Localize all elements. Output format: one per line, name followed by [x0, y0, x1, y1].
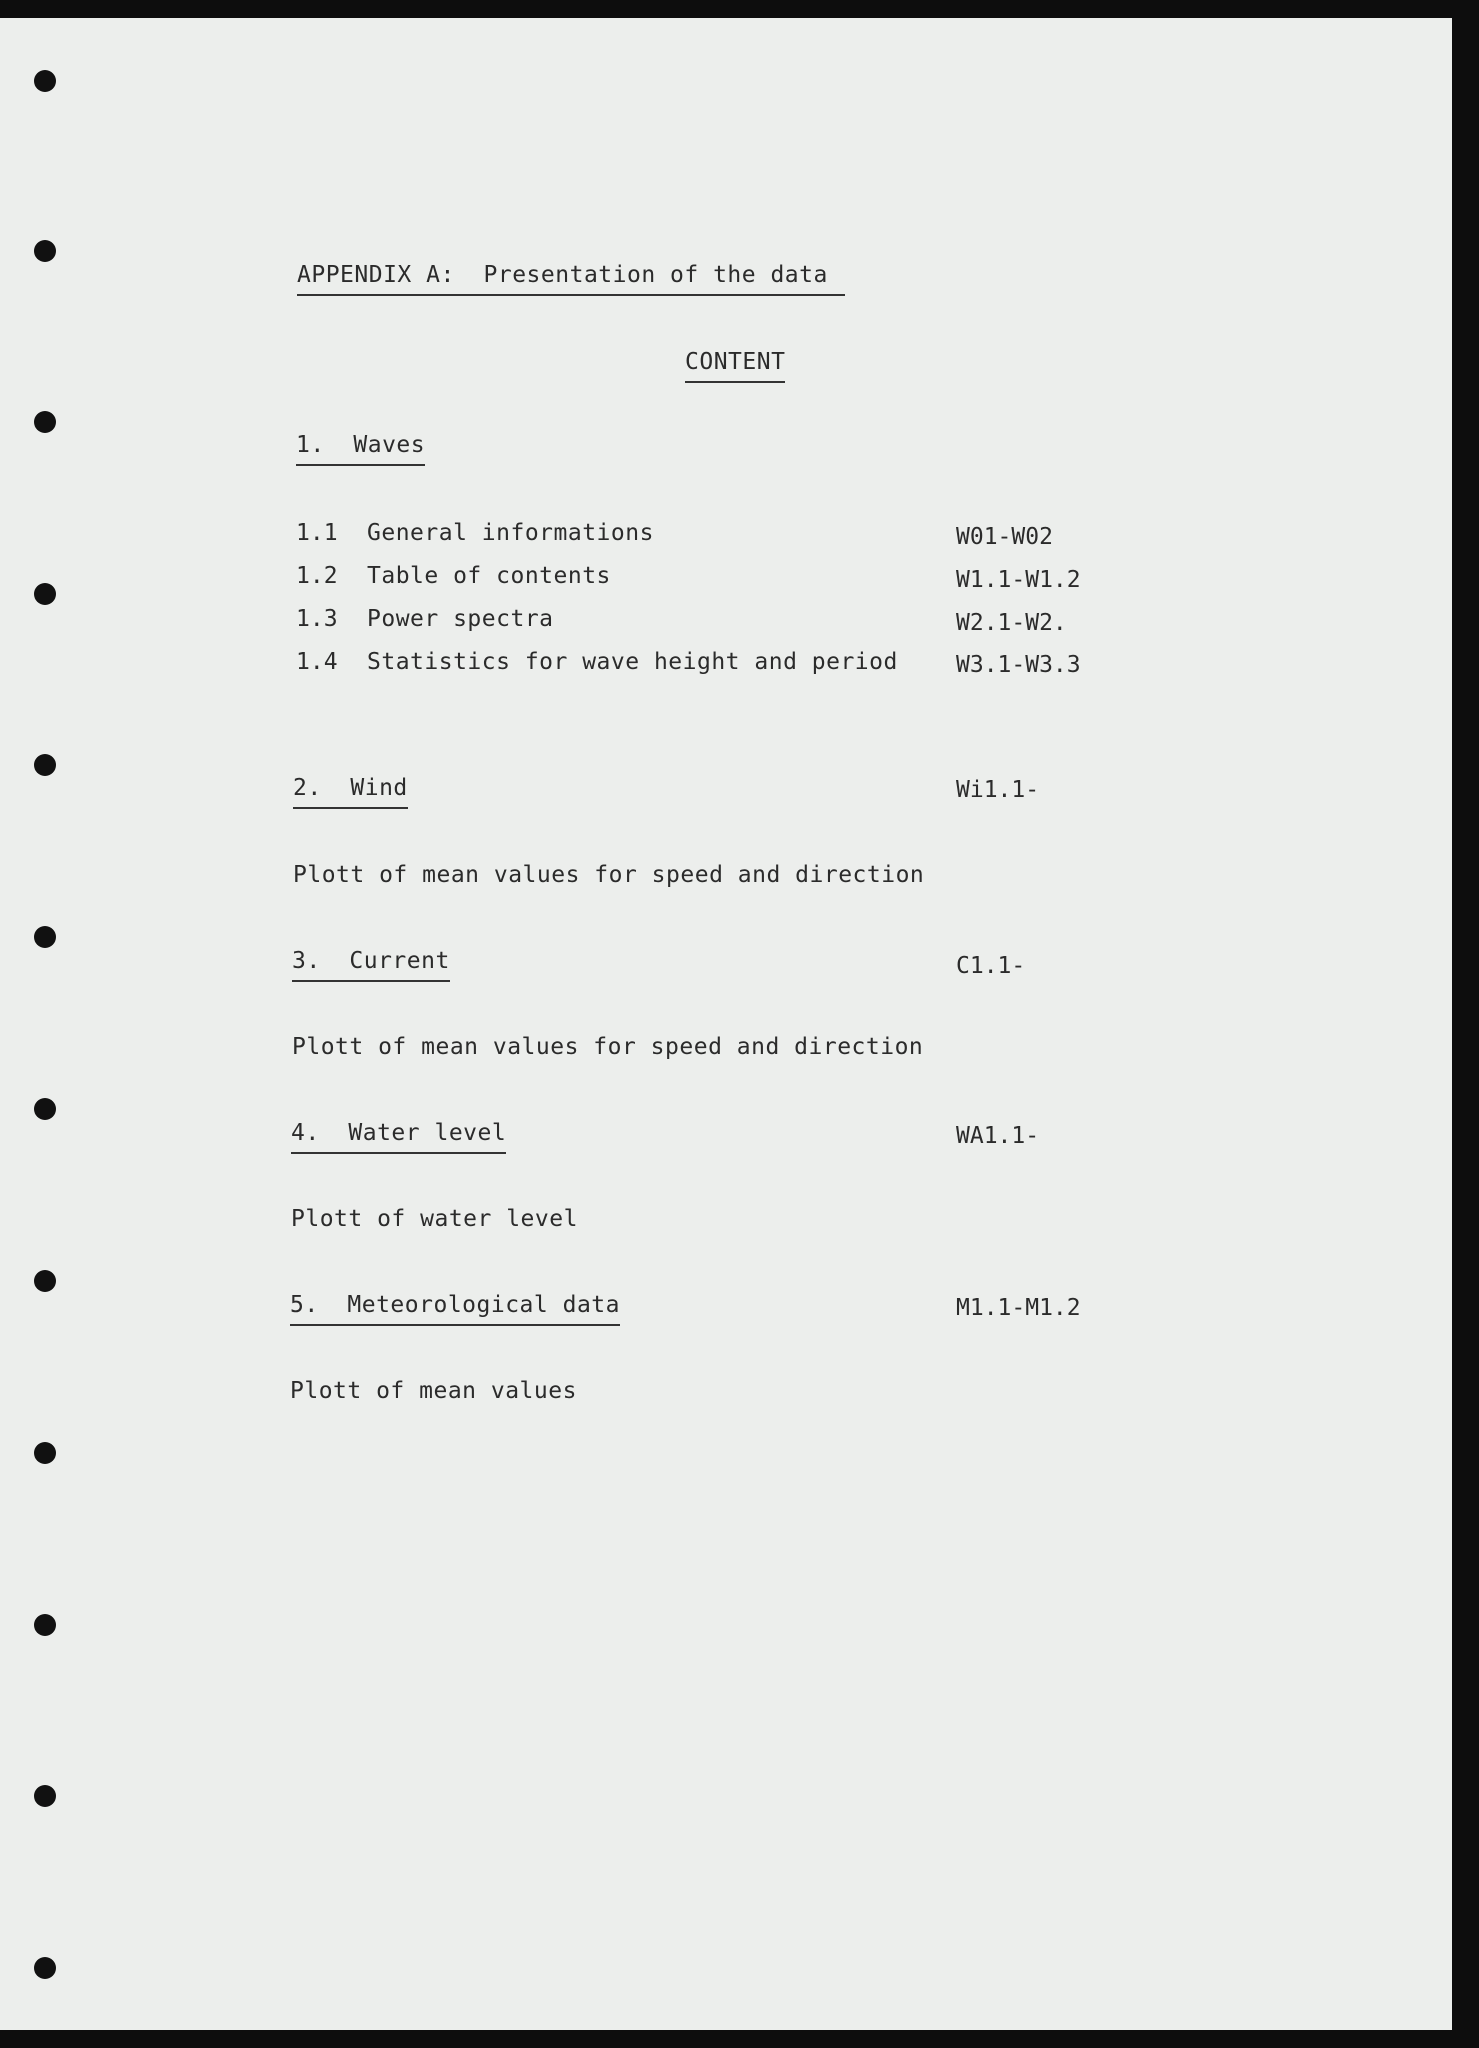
section-heading-current: 3. Current	[292, 948, 450, 982]
appendix-title: APPENDIX A: Presentation of the data	[297, 262, 845, 296]
punch-hole	[34, 411, 56, 433]
section-heading-wind: 2. Wind	[293, 775, 408, 809]
item-number: 1.1	[296, 520, 338, 546]
item-number: 1.2	[296, 563, 338, 589]
item-number: 1.3	[296, 606, 338, 632]
punch-hole	[34, 70, 56, 92]
section-pages-wind: Wi1.1-	[956, 777, 1040, 803]
punch-hole	[34, 1270, 56, 1292]
item-pages: W1.1-W1.2	[956, 567, 1081, 593]
punch-hole	[34, 1957, 56, 1979]
item-label: Table of contents	[367, 563, 611, 589]
section-description-meteorological-data: Plott of mean values	[290, 1378, 577, 1404]
item-pages: W2.1-W2.	[956, 610, 1067, 636]
section-description-current: Plott of mean values for speed and direction	[292, 1034, 924, 1060]
item-label: Power spectra	[367, 606, 554, 632]
punch-hole	[34, 754, 56, 776]
section-pages-meteorological-data: M1.1-M1.2	[956, 1295, 1081, 1321]
document-page	[0, 18, 1452, 2030]
item-label: General informations	[367, 520, 654, 546]
section-pages-current: C1.1-	[956, 953, 1026, 979]
section-description-water-level: Plott of water level	[291, 1206, 578, 1232]
item-label: Statistics for wave height and period	[367, 649, 898, 675]
punch-hole	[34, 1785, 56, 1807]
section-heading-water-level: 4. Water level	[291, 1120, 506, 1154]
punch-hole	[34, 1098, 56, 1120]
item-pages: W01-W02	[956, 524, 1053, 550]
item-number: 1.4	[296, 649, 338, 675]
punch-hole	[34, 926, 56, 948]
item-pages: W3.1-W3.3	[956, 652, 1081, 678]
section-description-wind: Plott of mean values for speed and direction	[293, 862, 925, 888]
punch-hole	[34, 583, 56, 605]
section-pages-water-level: WA1.1-	[956, 1123, 1040, 1149]
content-heading: CONTENT	[685, 349, 785, 383]
section-heading-waves: 1. Waves	[296, 432, 425, 466]
section-heading-meteorological-data: 5. Meteorological data	[290, 1292, 620, 1326]
punch-hole	[34, 240, 56, 262]
punch-hole	[34, 1442, 56, 1464]
punch-hole	[34, 1614, 56, 1636]
